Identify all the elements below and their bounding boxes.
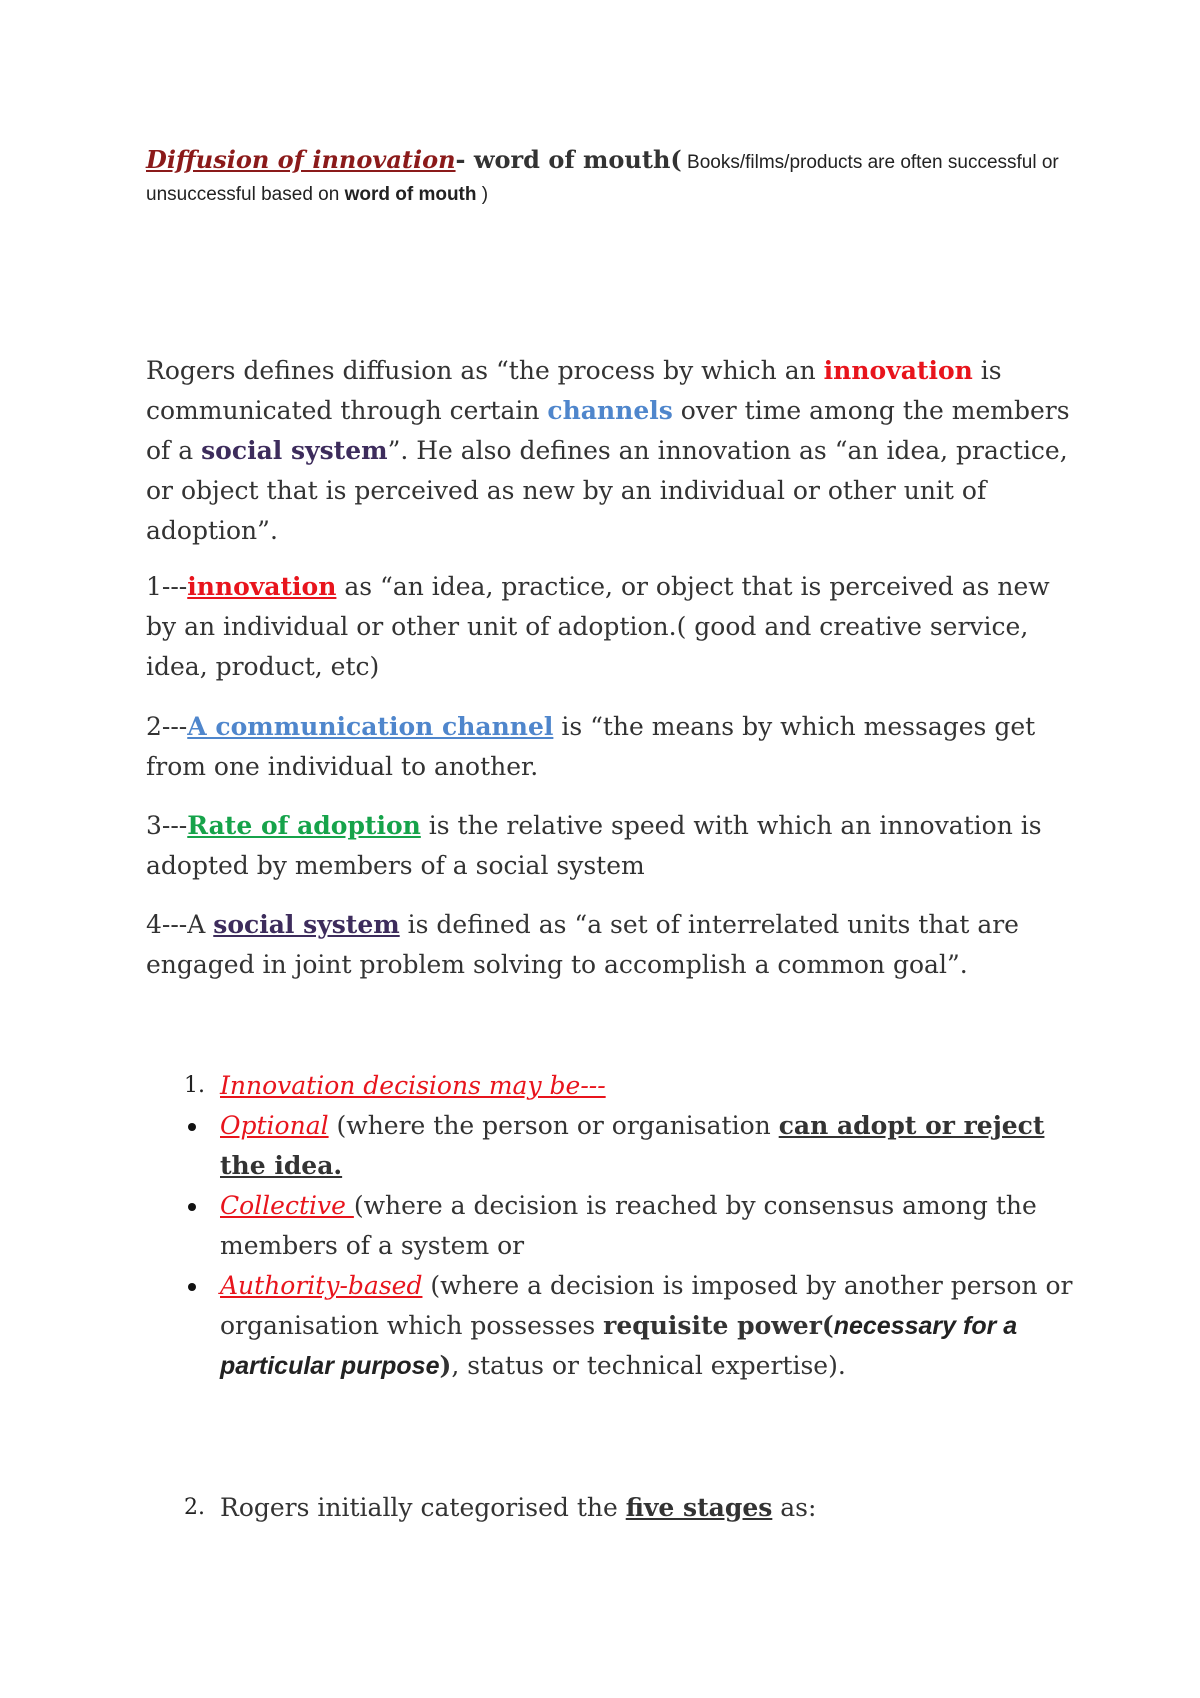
definition-term: A communication channel <box>187 712 554 741</box>
definition-text: is the relative speed with which an innovation is adopted by members of a social system <box>146 811 1042 880</box>
bullet-bold: requisite power( <box>603 1311 834 1340</box>
definition-term: Rate of adoption <box>187 811 421 840</box>
bullet-text: (where a decision is imposed by another person or organisation which possesses <box>220 1271 1073 1340</box>
bullet-text-end: , status or technical expertise). <box>451 1351 846 1380</box>
intro-text-2: is communicated through certain <box>146 356 1002 425</box>
bullet-icon <box>188 1203 196 1211</box>
title-note-end: ) <box>476 184 489 205</box>
stages-text: Rogers initially categorised the <box>220 1493 626 1522</box>
definition-number: 3--- <box>146 811 188 840</box>
bullet-term: Optional <box>220 1111 329 1140</box>
bullet-text: (where the person or organisation <box>328 1111 779 1140</box>
definition-text: is “the means by which messages get from one individual to another. <box>146 712 1036 781</box>
intro-text-4: ”. He also defines an innovation as “an idea, practice, or object that is perceived as new by an individual or other unit of adoption”. <box>146 436 1068 545</box>
title-note: Books/films/products are often successful or unsuccessful based on <box>146 152 1059 205</box>
bullet-icon <box>188 1123 196 1131</box>
intro-keyword-channels: channels <box>547 396 673 425</box>
definition-1 <box>146 567 1086 687</box>
list-item-collective <box>146 1186 1086 1266</box>
bullet-term: Collective <box>220 1191 354 1220</box>
list-item-authority <box>146 1266 1086 1386</box>
list-item-heading <box>146 1066 1086 1106</box>
bullet-icon <box>188 1283 196 1291</box>
definition-number: 2--- <box>146 712 188 741</box>
bullet-text: (where a decision is reached by consensus among the members of a system or <box>220 1191 1037 1260</box>
title-main: Diffusion of innovation <box>146 145 456 174</box>
document-title <box>146 144 1086 211</box>
stages-item <box>146 1488 1086 1528</box>
stages-text-end: as: <box>772 1493 817 1522</box>
definition-4 <box>146 905 1086 985</box>
definition-text: as “an idea, practice, or object that is perceived as new by an individual or other unit of adoption.( good and creative service, idea, product, etc) <box>146 572 1050 681</box>
list-item-stages <box>146 1488 1086 1528</box>
intro-text-3: over time among the members of a <box>146 396 1070 465</box>
document-page <box>146 144 1086 1522</box>
list-item-optional <box>146 1106 1086 1186</box>
title-note-bold: word of mouth <box>344 184 477 205</box>
title-subtitle: - word of mouth( <box>455 145 682 174</box>
list-number: 1. <box>184 1073 205 1098</box>
bullet-bold-close: ) <box>439 1351 452 1380</box>
definition-2 <box>146 707 1086 787</box>
bullet-bold: can adopt or reject the idea. <box>220 1111 1045 1180</box>
intro-keyword-social-system: social system <box>201 436 388 465</box>
definition-number: 1--- <box>146 572 188 601</box>
intro-keyword-innovation: innovation <box>823 356 973 385</box>
decisions-heading: Innovation decisions may be--- <box>220 1071 606 1100</box>
intro-paragraph <box>146 351 1086 551</box>
definition-term: innovation <box>187 572 337 601</box>
decisions-list <box>146 1066 1086 1386</box>
bullet-term: Authority-based <box>220 1271 423 1300</box>
intro-text-1: Rogers defines diffusion as “the process by which an <box>146 356 824 385</box>
definition-number: 4---A <box>146 910 214 939</box>
definition-term: social system <box>213 910 400 939</box>
bullet-italic: necessary for a particular purpose <box>220 1312 1018 1380</box>
definition-3 <box>146 806 1086 886</box>
definition-text: is defined as “a set of interrelated units that are engaged in joint problem solving to accomplish a common goal”. <box>146 910 1019 979</box>
list-number: 2. <box>184 1495 205 1520</box>
stages-bold: five stages <box>625 1493 773 1522</box>
